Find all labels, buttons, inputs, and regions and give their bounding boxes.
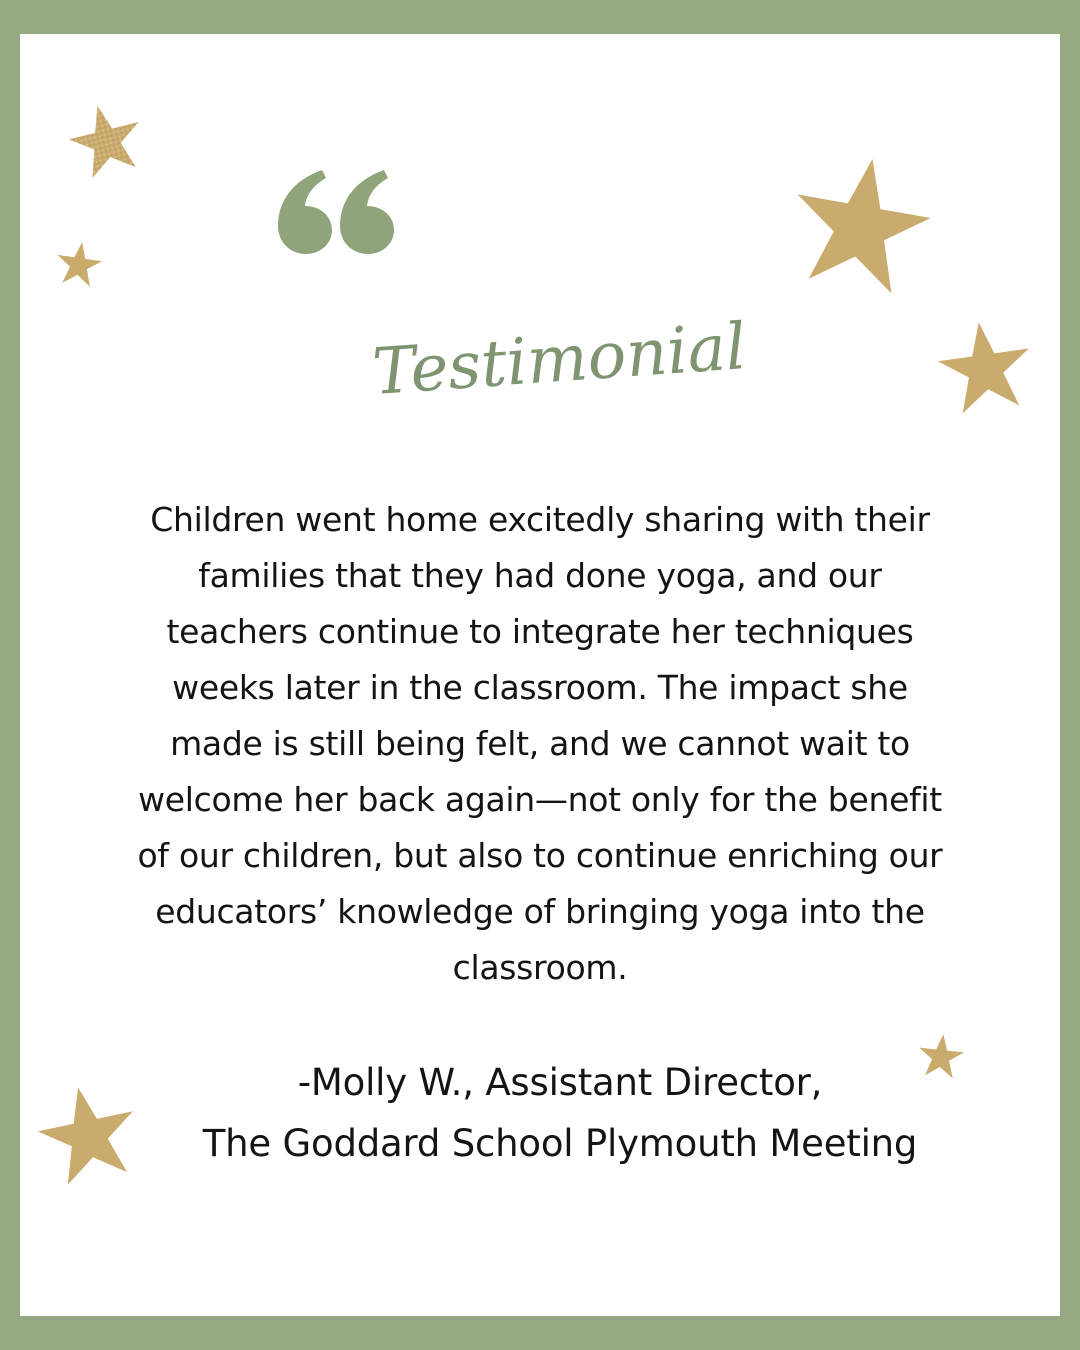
testimonial-card xyxy=(20,34,1060,1316)
quote-line: Children went home excitedly sharing with their xyxy=(150,500,930,539)
attribution-organization: The Goddard School Plymouth Meeting xyxy=(202,1122,918,1165)
opening-quote-icon xyxy=(278,170,394,254)
quote-line: classroom. xyxy=(452,948,628,987)
quote-line: weeks later in the classroom. The impact she xyxy=(172,668,908,707)
attribution xyxy=(120,1052,1000,1174)
quote-line: educators’ knowledge of bringing yoga into the xyxy=(155,892,925,931)
quote-line: families that they had done yoga, and our xyxy=(198,556,882,595)
heading-text: Testimonial xyxy=(370,310,749,410)
testimonial-quote xyxy=(110,492,970,996)
star-icon xyxy=(54,238,104,290)
star-icon xyxy=(934,314,1036,420)
testimonial-heading xyxy=(370,289,749,424)
attribution-author: -Molly W., Assistant Director, xyxy=(297,1061,823,1104)
quote-line: welcome her back again—not only for the benefit xyxy=(138,780,942,819)
star-icon xyxy=(786,146,936,302)
star-icon xyxy=(66,98,146,182)
quote-line: teachers continue to integrate her techniques xyxy=(166,612,914,651)
quote-line: made is still being felt, and we cannot wait to xyxy=(170,724,910,763)
quote-line: of our children, but also to continue enriching our xyxy=(137,836,943,875)
